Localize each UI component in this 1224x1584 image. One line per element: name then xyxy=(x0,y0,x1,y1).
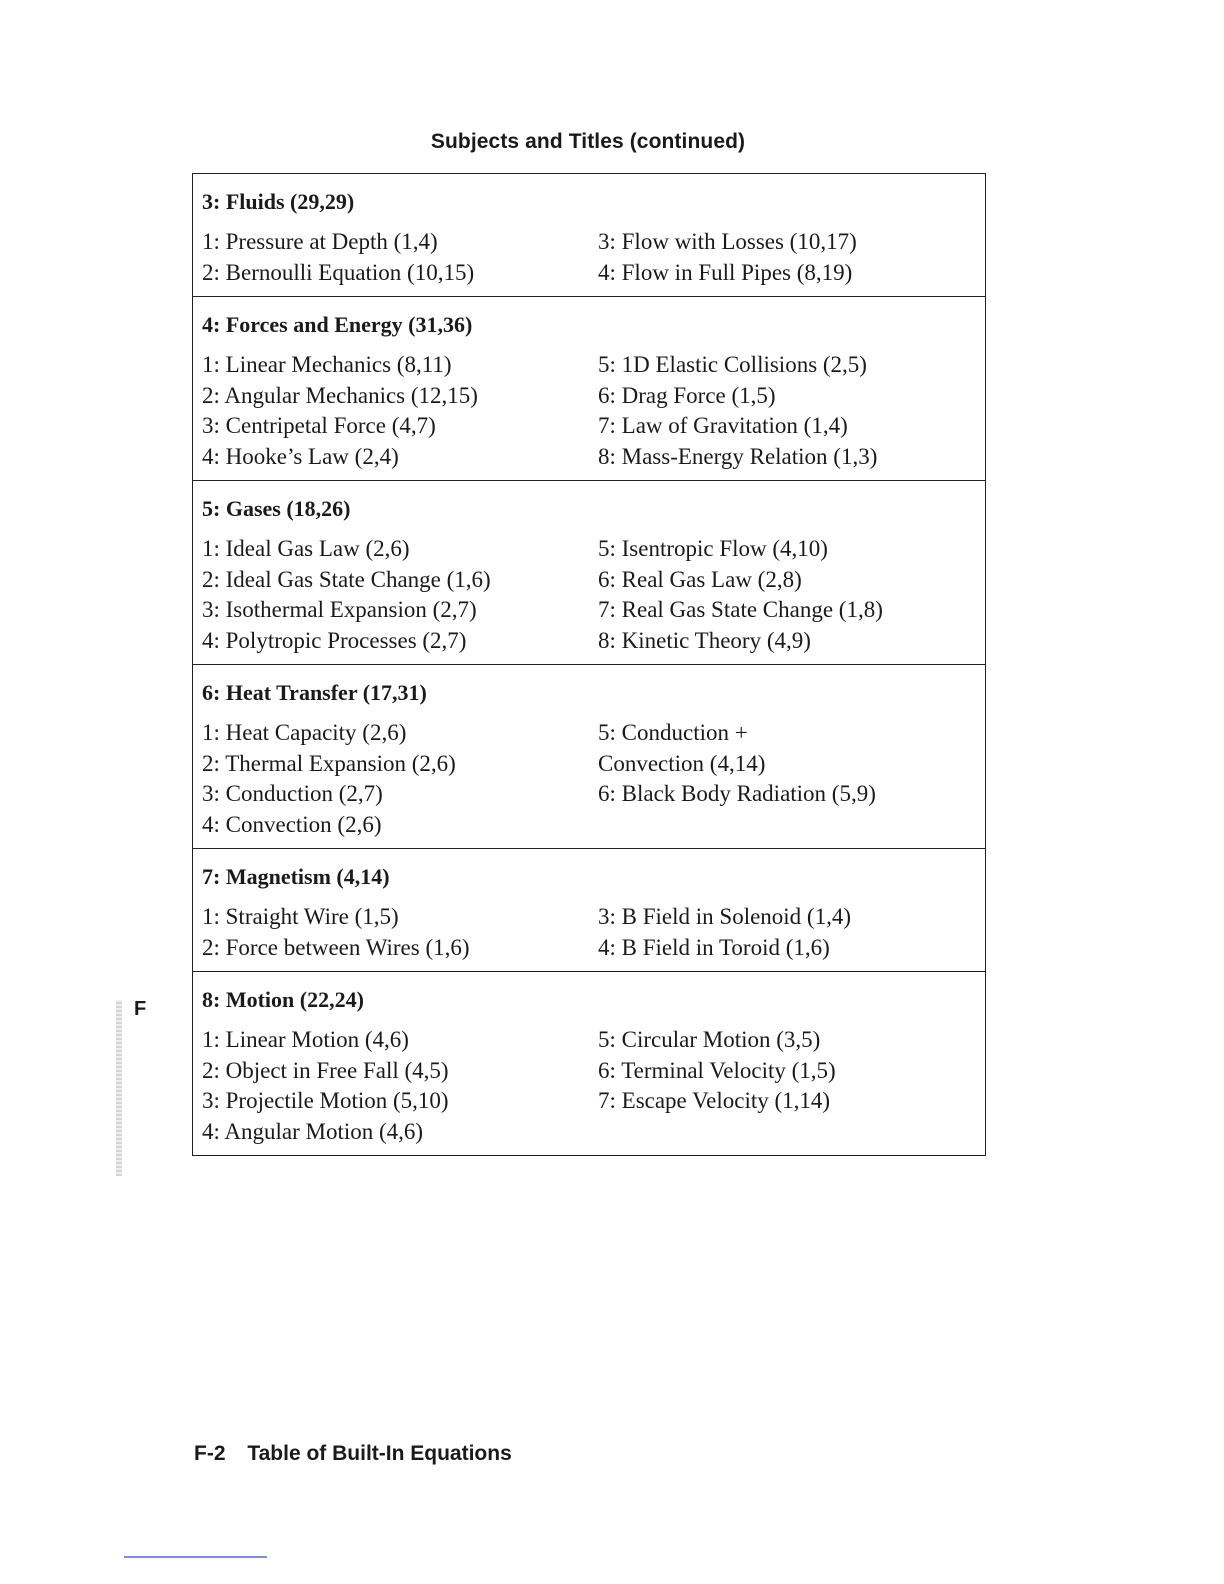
list-item: 2: Angular Mechanics (12,15) xyxy=(202,382,478,408)
left-column xyxy=(202,902,598,963)
list-item: 2: Object in Free Fall (4,5) xyxy=(202,1057,449,1083)
list-item: 7: Escape Velocity (1,14) xyxy=(598,1088,831,1113)
right-column xyxy=(598,350,978,472)
right-column xyxy=(598,227,978,288)
list-item: 4: Angular Motion (4,6) xyxy=(202,1118,424,1144)
list-item: 2: Bernoulli Equation (10,15) xyxy=(202,259,475,285)
list-item: 1: Straight Wire (1,5) xyxy=(202,904,399,929)
list-item: 6: Black Body Radiation (5,9) xyxy=(598,781,876,806)
list-item: 3: Conduction (2,7) xyxy=(202,781,383,806)
section-motion xyxy=(193,971,985,1155)
chapter-tab-marker xyxy=(116,1000,122,1176)
list-item: 2: Force between Wires (1,6) xyxy=(202,934,470,960)
left-column xyxy=(202,227,598,288)
right-column xyxy=(598,1025,978,1147)
list-item: 6: Real Gas Law (2,8) xyxy=(598,566,802,592)
list-item: 6: Drag Force (1,5) xyxy=(598,382,776,408)
section-heading: 4: Forces and Energy (31,36) xyxy=(202,312,473,337)
list-item: 3: Projectile Motion (5,10) xyxy=(202,1088,449,1113)
section-heat-transfer xyxy=(193,664,985,848)
right-column xyxy=(598,534,978,656)
section-heading: 6: Heat Transfer (17,31) xyxy=(202,680,427,705)
divider xyxy=(124,1556,267,1558)
list-item: 1: Linear Motion (4,6) xyxy=(202,1027,409,1052)
list-item: 1: Ideal Gas Law (2,6) xyxy=(202,536,410,561)
section-heading: 5: Gases (18,26) xyxy=(202,496,351,521)
list-item: 3: Centripetal Force (4,7) xyxy=(202,413,436,438)
right-column xyxy=(598,718,978,840)
section-gases xyxy=(193,480,985,664)
list-item: 3: Flow with Losses (10,17) xyxy=(598,229,857,254)
list-item: 2: Thermal Expansion (2,6) xyxy=(202,750,456,776)
page-footer xyxy=(194,1442,512,1466)
list-item: 8: Mass-Energy Relation (1,3) xyxy=(598,443,878,469)
left-column xyxy=(202,534,598,656)
list-item-continuation: Convection (4,14) xyxy=(598,750,766,776)
list-item: 7: Law of Gravitation (1,4) xyxy=(598,413,848,438)
section-forces-and-energy xyxy=(193,296,985,480)
list-item: 2: Ideal Gas State Change (1,6) xyxy=(202,566,491,592)
left-column xyxy=(202,350,598,472)
footer-title: Table of Built-In Equations xyxy=(247,1442,512,1465)
list-item: 3: Isothermal Expansion (2,7) xyxy=(202,597,477,622)
left-column xyxy=(202,1025,598,1147)
list-item: 3: B Field in Solenoid (1,4) xyxy=(598,904,851,929)
section-heading: 3: Fluids (29,29) xyxy=(202,189,355,214)
list-item: 4: Flow in Full Pipes (8,19) xyxy=(598,259,853,285)
page-number: F-2 xyxy=(194,1442,226,1465)
list-item: 5: Isentropic Flow (4,10) xyxy=(598,536,828,561)
list-item: 1: Linear Mechanics (8,11) xyxy=(202,352,452,377)
list-item: 4: Polytropic Processes (2,7) xyxy=(202,627,467,653)
list-item: 6: Terminal Velocity (1,5) xyxy=(598,1057,836,1083)
list-item: 5: Circular Motion (3,5) xyxy=(598,1027,821,1052)
list-item: 4: B Field in Toroid (1,6) xyxy=(598,934,830,960)
list-item: 1: Heat Capacity (2,6) xyxy=(202,720,407,745)
list-item: 1: Pressure at Depth (1,4) xyxy=(202,229,438,254)
section-fluids xyxy=(193,174,985,296)
chapter-tab-letter: F xyxy=(134,998,147,1020)
subjects-table xyxy=(192,173,986,1156)
list-item: 8: Kinetic Theory (4,9) xyxy=(598,627,811,653)
list-item: 7: Real Gas State Change (1,8) xyxy=(598,597,883,622)
section-magnetism xyxy=(193,848,985,971)
list-item: 5: Conduction + xyxy=(598,720,748,745)
page-title: Subjects and Titles (continued) xyxy=(430,130,746,153)
list-item: 4: Hooke’s Law (2,4) xyxy=(202,443,399,469)
list-item: 5: 1D Elastic Collisions (2,5) xyxy=(598,352,867,377)
list-item: 4: Convection (2,6) xyxy=(202,811,382,837)
right-column xyxy=(598,902,978,963)
left-column xyxy=(202,718,598,840)
section-heading: 8: Motion (22,24) xyxy=(202,987,364,1012)
section-heading: 7: Magnetism (4,14) xyxy=(202,864,390,889)
